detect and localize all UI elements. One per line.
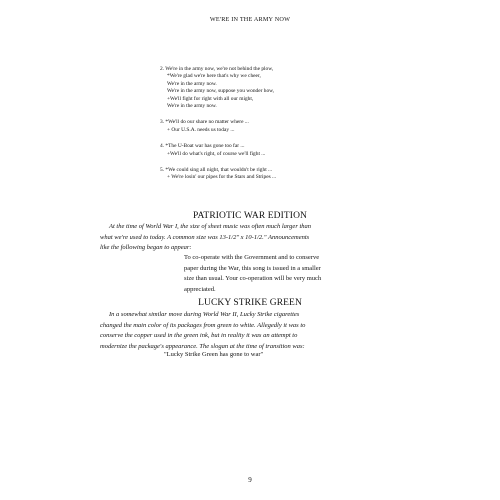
verse-line: 4. *The U-Boat war has gone too far ... <box>160 143 245 150</box>
section-heading-lucky-strike: LUCKY STRIKE GREEN <box>198 298 302 308</box>
announcement-line: appreciated. <box>184 285 216 293</box>
song-verses <box>160 66 460 191</box>
section-heading-patriotic: PATRIOTIC WAR EDITION <box>193 211 307 221</box>
verse-line: 5. *We could sing all night, that wouldn't be right ... <box>160 167 273 174</box>
patriotic-intro-paragraph <box>100 222 400 254</box>
lucky-strike-paragraph <box>100 310 400 352</box>
paragraph-line: At the time of World War I, the size of sheet music was often much larger than <box>109 223 312 230</box>
verse-line: *We're glad we're here that's why we cheer, <box>167 73 261 80</box>
verse-line: We're in the army now. <box>167 80 217 87</box>
verse-line: We're in the army now, suppose you wonder how, <box>167 88 275 95</box>
paragraph-line: modernize the package's appearance. The slogan at the time of transition was: <box>100 342 305 350</box>
announcement-line: paper during the War, this song is issued in a smaller <box>184 264 321 272</box>
verse-line: 3. *We'll do our share no matter where ... <box>160 119 249 126</box>
verse-line: + We're losin' our pipes for the Stars and Stripes ... <box>167 174 277 181</box>
paragraph-line: like the following began to appear: <box>100 244 192 251</box>
announcement-line: To co-operate with the Government and to conserve <box>184 254 320 261</box>
verse-line: 2. We're in the army now, we're not behind the plow, <box>160 66 274 72</box>
verse-5 <box>160 167 460 182</box>
verse-line: +We'll do what's right, of course we'll fight ... <box>167 150 266 157</box>
announcement-line: size than usual. Your co-operation will be very much <box>184 275 322 282</box>
running-head: WE'RE IN THE ARMY NOW <box>209 16 291 23</box>
verse-3 <box>160 119 460 134</box>
paragraph-line: what we're used to today. A common size was 13-1/2" x 10-1/2." Announcements <box>100 233 310 241</box>
paragraph-line: conserve the copper used in the green ink, but in reality it was an attempt to <box>100 332 298 339</box>
verse-line: We're in the army now. <box>167 103 217 110</box>
slogan-quote: "Lucky Strike Green has gone to war" <box>164 351 264 358</box>
verse-2 <box>160 66 460 110</box>
announcement-quote <box>184 253 384 295</box>
verse-line: +We'll fight for right with all our might, <box>167 95 254 102</box>
paragraph-line: changed the main color of its packages from green to white. Allegedly it was to <box>100 321 306 329</box>
verse-line: + Our U.S.A. needs us today ... <box>167 126 235 133</box>
verse-4 <box>160 143 460 158</box>
paragraph-line: In a somewhat similar move during World War II, Lucky Strike cigarettes <box>109 311 300 318</box>
page-number: 9 <box>248 476 252 484</box>
